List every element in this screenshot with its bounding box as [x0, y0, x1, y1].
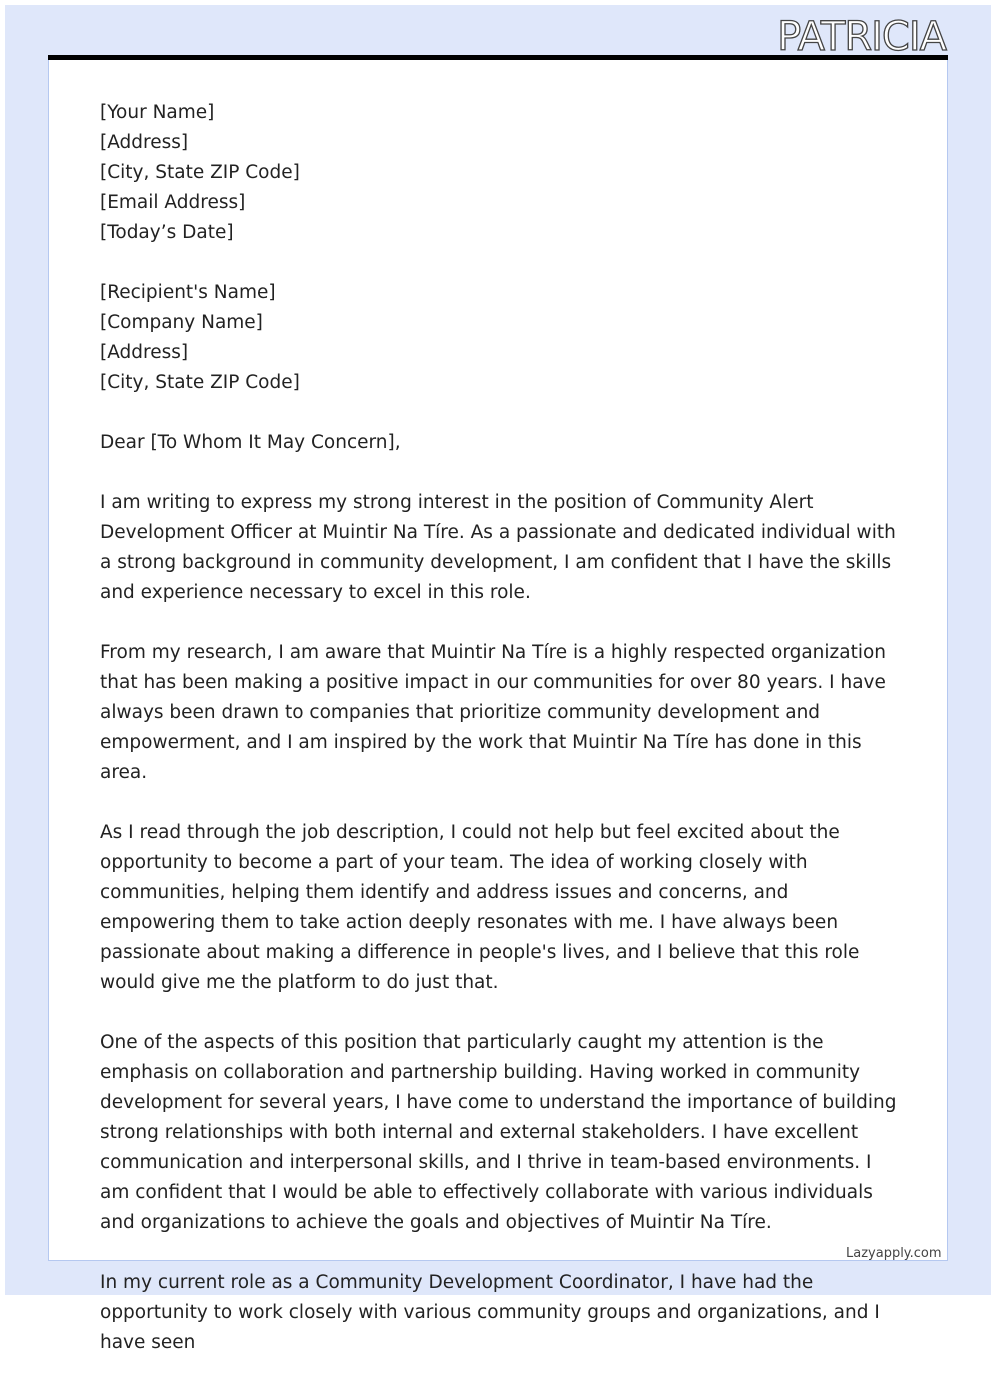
sender-line: [City, State ZIP Code]	[100, 162, 300, 183]
recipient-line: [Address]	[100, 342, 189, 363]
cover-letter-body	[100, 98, 900, 1388]
paragraph: One of the aspects of this position that particularly caught my attention is the emphasis on collaboration and partnership building. Having worked in community development for several years, I have come to understand the importance of building strong relationships with both internal and external stakeholders. I have excellent communication and interpersonal skills, and I thrive in team-based environments. I am confident that I would be able to effectively collaborate with various individuals and organizations to achieve the goals and objectives of Muintir Na Tíre.	[100, 1032, 897, 1233]
paragraph: As I read through the job description, I could not help but feel excited about the opportunity to become a part of your team. The idea of working closely with communities, helping them identify and address issues and concerns, and empowering them to take action deeply resonates with me. I have always been passionate about making a difference in people's lives, and I believe that this role would give me the platform to do just that.	[100, 822, 860, 993]
salutation: Dear [To Whom It May Concern],	[100, 432, 401, 453]
recipient-line: [City, State ZIP Code]	[100, 372, 300, 393]
recipient-block	[100, 278, 900, 398]
sender-line: [Your Name]	[100, 102, 215, 123]
paragraph: From my research, I am aware that Muintir Na Tíre is a highly respected organization that has been making a positive impact in our communities for over 80 years. I have always been drawn to companies that prioritize community development and empowerment, and I am inspired by the work that Muintir Na Tíre has done in this area.	[100, 642, 887, 783]
header-name: PATRICIA	[777, 14, 946, 60]
watermark: Lazyapply.com	[846, 1246, 942, 1261]
paragraph: In my current role as a Community Development Coordinator, I have had the opportunity to work closely with various community groups and organizations, and I have seen	[100, 1272, 880, 1353]
sender-line: [Email Address]	[100, 192, 246, 213]
recipient-line: [Recipient's Name]	[100, 282, 276, 303]
paragraph: I am writing to express my strong interest in the position of Community Alert Development Officer at Muintir Na Tíre. As a passionate and dedicated individual with a strong background in community development, I am confident that I have the skills and experience necessary to excel in this role.	[100, 492, 896, 603]
recipient-line: [Company Name]	[100, 312, 263, 333]
sender-line: [Address]	[100, 132, 189, 153]
sender-line: [Today’s Date]	[100, 222, 234, 243]
sender-block	[100, 98, 900, 248]
